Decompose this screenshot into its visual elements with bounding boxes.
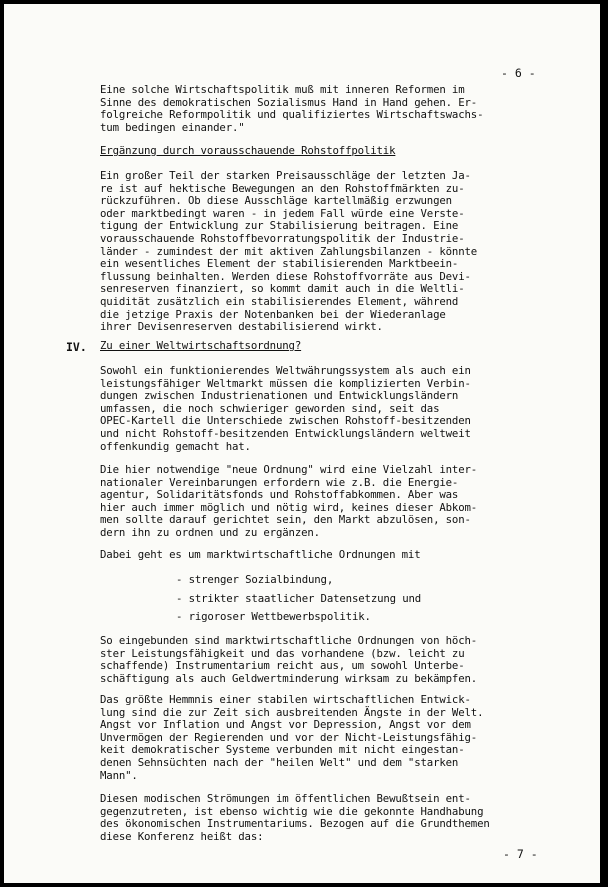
text-line: dern ihn zu ordnen und zu ergänzen. bbox=[100, 525, 320, 539]
text-line: Unvermögen der Regierenden und vor der Nicht-Leistungsfähig- bbox=[100, 730, 478, 744]
text-line: vorausschauende Rohstoffbevorratungspolitik der Industrie- bbox=[100, 231, 465, 245]
text-line: flussung beinhalten. Werden diese Rohstoffvorräte aus Devi- bbox=[100, 269, 471, 283]
text-line: hier auch immer möglich und nötig wird, keines dieser Abkom- bbox=[100, 500, 478, 514]
text-line: Dabei geht es um marktwirtschaftliche Ordnungen mit bbox=[100, 548, 421, 561]
bullet-list bbox=[176, 571, 421, 627]
text-line: rückzuführen. Ob diese Ausschläge kartellmäßig erzwungen bbox=[100, 194, 452, 208]
text-line: die jetzige Praxis der Notenbanken bei der Wiederanlage bbox=[100, 307, 446, 321]
text-line: Diesen modischen Strömungen im öffentlichen Bewußtsein ent- bbox=[100, 792, 471, 805]
text-line: agentur, Solidaritätsfonds und Rohstoffabkommen. Aber was bbox=[100, 488, 459, 502]
paragraph-2 bbox=[100, 170, 540, 334]
text-line: Sowohl ein funktionierendes Weltwährungssystem als auch ein bbox=[100, 364, 471, 377]
text-line: men sollte darauf gerichtet sein, den Markt abzulösen, son- bbox=[100, 513, 471, 527]
text-line: und nicht Rohstoff-besitzenden Entwicklungsländern weltweit bbox=[100, 426, 471, 440]
text-line: lung sind die zur Zeit sich ausbreitenden Ängste in der Welt. bbox=[100, 705, 484, 719]
text-line: Ein großer Teil der starken Preisausschläge der letzten Ja- bbox=[100, 169, 471, 182]
text-line: nationaler Vereinbarungen erfordern wie z.B. die Energie- bbox=[100, 475, 459, 489]
text-line: quidität zusätzlich ein stabilisierendes Element, während bbox=[100, 294, 459, 308]
section-heading-rohstoffpolitik: Ergänzung durch vorausschauende Rohstoffpolitik bbox=[100, 144, 396, 157]
list-item: - rigoroser Wettbewerbspolitik. bbox=[176, 610, 371, 624]
text-line: diese Konferenz heißt das: bbox=[100, 829, 264, 843]
text-line: Mann". bbox=[100, 768, 138, 782]
text-line: Sinne des demokratischen Sozialismus Hand in Hand gehen. Er- bbox=[100, 95, 478, 109]
text-line: re ist auf hektische Bewegungen an den Rohstoffmärkten zu- bbox=[100, 181, 465, 195]
page-number-bottom: - 7 - bbox=[503, 847, 538, 861]
text-line: oder marktbedingt waren - in jedem Fall würde eine Verste- bbox=[100, 206, 465, 220]
paragraph-1 bbox=[100, 84, 540, 134]
paragraph-6 bbox=[100, 635, 540, 685]
section-heading-weltwirtschaftsordnung: Zu einer Weltwirtschaftsordnung? bbox=[100, 339, 302, 352]
text-line: tigung der Entwicklung zur Stabilisierung beitragen. Eine bbox=[100, 219, 459, 233]
text-line: tum bedingen einander." bbox=[100, 120, 245, 134]
text-line: ein wesentliches Element der stabilisierenden Marktbeein- bbox=[100, 257, 459, 271]
paragraph-8 bbox=[100, 793, 540, 843]
text-line: ihrer Devisenreserven destabilisierend wirkt. bbox=[100, 320, 383, 334]
list-item: - strenger Sozialbindung, bbox=[176, 573, 334, 586]
text-line: umfassen, die noch schwieriger geworden sind, seit das bbox=[100, 401, 440, 415]
text-line: Angst vor Inflation und Angst vor Depression, Angst vor dem bbox=[100, 718, 471, 732]
text-line: gegenzutreten, ist ebenso wichtig wie die gekonnte Handhabung bbox=[100, 804, 484, 818]
text-line: Eine solche Wirtschaftspolitik muß mit inneren Reformen im bbox=[100, 83, 465, 96]
text-line: schaffende) Instrumentarium reicht aus, um sowohl Unterbe- bbox=[100, 659, 465, 673]
text-line: länder - zumindest der mit aktiven Zahlungsbilanzen - könnte bbox=[100, 244, 478, 258]
text-line: dungen zwischen Industrienationen und Entwicklungsländern bbox=[100, 389, 459, 403]
paragraph-3 bbox=[100, 365, 540, 453]
text-line: senreserven finanziert, so kommt damit auch in die Weltli- bbox=[100, 282, 465, 296]
text-line: OPEC-Kartell die Unterschiede zwischen Rohstoff-besitzenden bbox=[100, 414, 471, 428]
section-number: IV. bbox=[66, 340, 87, 354]
page-number-top: - 6 - bbox=[501, 66, 536, 80]
paragraph-4 bbox=[100, 464, 540, 540]
text-line: leistungsfähiger Weltmarkt müssen die komplizierten Verbin- bbox=[100, 376, 471, 390]
text-line: So eingebunden sind marktwirtschaftliche Ordnungen von höch- bbox=[100, 634, 478, 647]
text-line: Die hier notwendige "neue Ordnung" wird eine Vielzahl inter- bbox=[100, 463, 478, 476]
paragraph-7 bbox=[100, 694, 540, 782]
text-line: offenkundig gemacht hat. bbox=[100, 439, 251, 453]
text-line: des ökonomischen Instrumentariums. Bezogen auf die Grundthemen bbox=[100, 817, 490, 831]
paragraph-5 bbox=[100, 549, 540, 562]
text-line: folgreiche Reformpolitik und qualifiziertes Wirtschaftswachs- bbox=[100, 108, 484, 122]
text-line: schäftigung als auch Geldwertminderung wirksam zu bekämpfen. bbox=[100, 671, 478, 685]
text-line: ster Leistungsfähigkeit und das vorhandene (bzw. leicht zu bbox=[100, 646, 465, 660]
list-item: - strikter staatlicher Datensetzung und bbox=[176, 591, 422, 605]
text-line: denen Sehnsüchten nach der "heilen Welt" und dem "starken bbox=[100, 755, 459, 769]
text-line: Das größte Hemmnis einer stabilen wirtschaftlichen Entwick- bbox=[100, 693, 471, 706]
text-line: keit demokratischer Systeme verbunden mit nicht eingestan- bbox=[100, 743, 465, 757]
document-page bbox=[4, 4, 600, 883]
